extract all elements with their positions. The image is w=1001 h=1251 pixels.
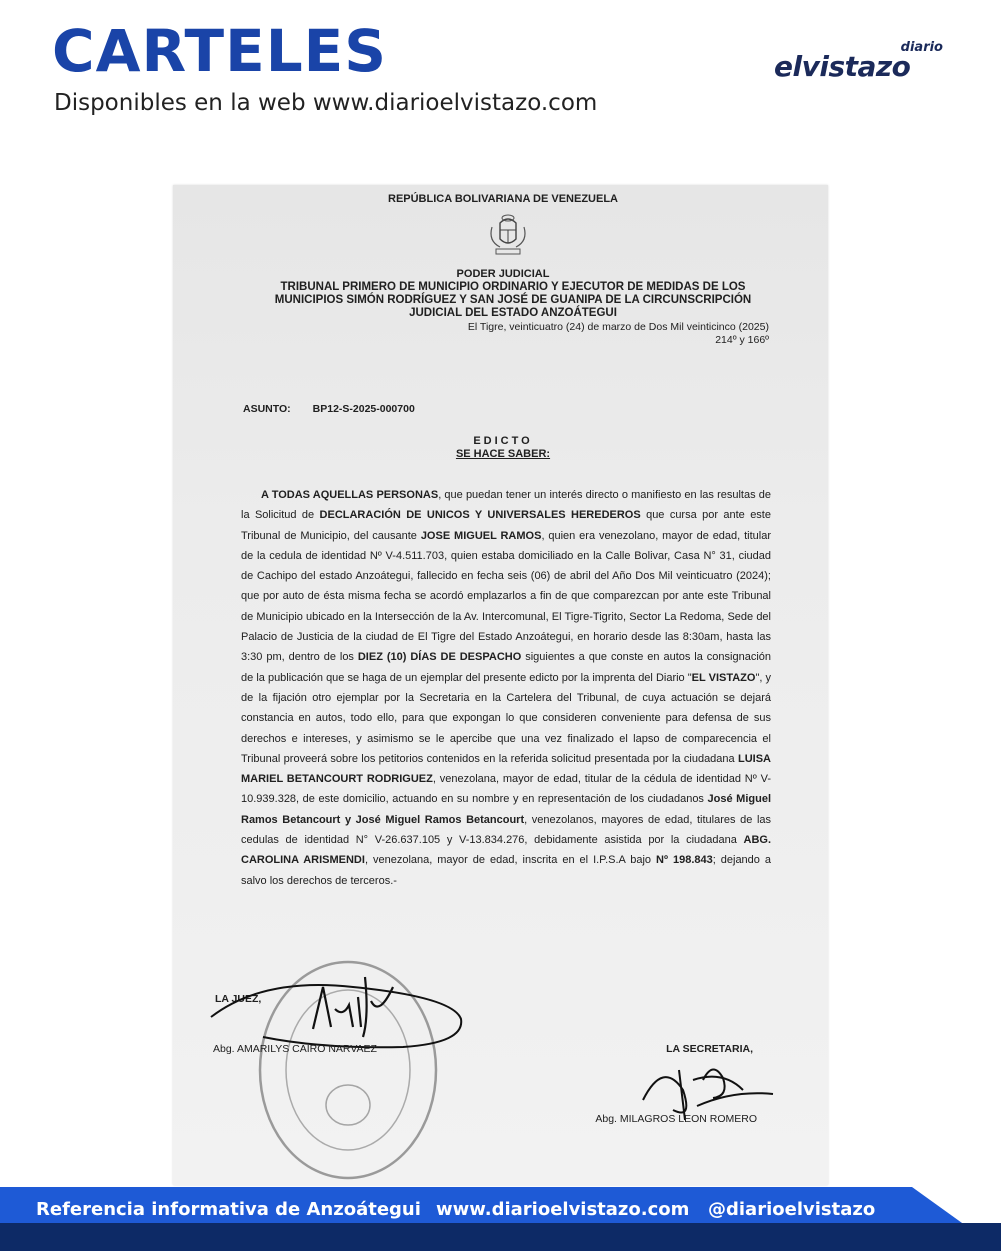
se-hace-saber: SE HACE SABER: (455, 448, 551, 460)
coat-of-arms-icon (478, 213, 538, 261)
secretaria-name: Abg. MILAGROS LEON ROMERO (595, 1113, 757, 1125)
body-text: que cursa por ante este Tribunal de Municipio, del causante (241, 509, 771, 542)
body-text: , venezolana, mayor de edad, titular de la cédula de identidad Nº V-10.939.328, de este domicilio, actuando en su nombre y en representación de los ciudadanos (241, 773, 771, 806)
body-text: , quien era venezolano, mayor de edad, titular de la cedula de identidad Nº V-4.511.703, quien estaba domiciliado en la Calle Bolivar, Casa N° 31, ciudad de Cachipo del estado Anzoátegui, fallecido en fecha seis (06) de abril del Año Dos Mil veinticuatro (2024); que por auto de ésta misma fecha se acordó emplazarlos a fin de que comparezcan por ante este Tribunal de Municipio ubicado en la Intersección de la Av. Intercomunal, El Tigre-Tigrito, Sector La Redoma, Sede del Palacio de Justicia de la ciudad de El Tigre del Estado Anzoátegui, en horario desde las 8:30am, hasta las 3:30 pm, dentro de los (241, 529, 771, 664)
date-text: El Tigre, veinticuatro (24) de marzo de Dos Mil veinticinco (2025) (467, 321, 769, 333)
body-bold: DIEZ (10) DÍAS DE DESPACHO (357, 651, 522, 664)
asunto-value: BP12-S-2025-000700 (312, 403, 415, 415)
footer-bar (0, 1187, 1001, 1251)
body-bold: EL VISTAZO (691, 671, 756, 684)
body-text: ", y de la fijación otro ejemplar por la Secretaria en la Cartelera del Tribunal, de cuya actuación se dejará constancia en autos, todo ello, para que expongan lo que consideren conveniente para defensa de sus derechos e intereses, y asimismo se le apercibe que una vez finalizado el lapso de comparecencia el Tribunal proveerá sobre los petitorios contenidos en la referida solicitud presentada por la ciudadana (241, 671, 772, 765)
edict-body (241, 485, 771, 891)
body-text: ; dejando a salvo los derechos de terceros.- (241, 854, 772, 887)
body-bold: ABG. CAROLINA ARISMENDI (241, 834, 771, 867)
scanned-document (173, 185, 828, 1185)
body-bold: DECLARACIÓN DE UNICOS Y UNIVERSALES HEREDEROS (319, 509, 641, 522)
republica-heading: REPÚBLICA BOLIVARIANA DE VENEZUELA (388, 193, 618, 205)
elvistazo-logo[interactable] (774, 40, 949, 85)
tribunal-line-2: MUNICIPIOS SIMÓN RODRÍGUEZ Y SAN JOSÉ DE GUANIPA DE LA CIRCUNSCRIPCIÓN (274, 294, 752, 306)
edicto-title: EDICTO (473, 435, 533, 447)
body-text: , que puedan tener un interés directo o manifiesto en las resultas de la Solicitud de (241, 489, 771, 522)
poder-judicial-heading: PODER JUDICIAL (456, 268, 550, 280)
dateline (468, 321, 769, 347)
footer-tagline: Referencia informativa de Anzoátegui (36, 1199, 421, 1220)
secretaria-label: LA SECRETARIA, (666, 1043, 753, 1055)
body-text: , venezolanos, mayores de edad, titulares de las cedulas de identidad N° V-26.637.105 y V-13.834.276, debidamente asistida por la ciudadana (241, 813, 772, 847)
body-bold: José Miguel Ramos Betancourt y José Miguel Ramos Betancourt (241, 793, 771, 826)
body-text: siguientes a que conste en autos la consignación de la publicación que se haga de un ejemplar del presente edicto por la imprenta del Diario " (241, 651, 771, 684)
body-bold: A TODAS AQUELLAS PERSONAS (261, 489, 439, 501)
signature-icon (203, 957, 483, 1057)
header-title: CARTELES (52, 17, 388, 85)
logo-diario-text: diario (900, 40, 943, 55)
footer-social-handle[interactable]: @diarioelvistazo (708, 1199, 876, 1220)
tribunal-line-1: TRIBUNAL PRIMERO DE MUNICIPIO ORDINARIO Y EJECUTOR DE MEDIDAS DE LOS (280, 281, 746, 293)
tribunal-heading (233, 281, 793, 320)
years-text: 214º y 166º (715, 334, 769, 346)
body-bold: LUISA MARIEL BETANCOURT RODRIGUEZ (241, 752, 771, 786)
asunto-line (243, 403, 415, 415)
logo-main-text: elvistazo (774, 50, 911, 83)
tribunal-line-3: JUDICIAL DEL ESTADO ANZOÁTEGUI (409, 307, 617, 319)
body-bold: JOSE MIGUEL RAMOS (420, 529, 542, 542)
asunto-label: ASUNTO: (243, 403, 291, 415)
juez-label: LA JUEZ, (215, 993, 262, 1005)
juez-name: Abg. AMARILYS CAIRO NARVAEZ (213, 1043, 377, 1055)
body-bold: Nº 198.843 (656, 854, 713, 867)
header-subtitle: Disponibles en la web www.diarioelvistazo.com (54, 90, 598, 116)
footer-website-link[interactable]: www.diarioelvistazo.com (436, 1199, 690, 1220)
body-text: , venezolana, mayor de edad, inscrita en el I.P.S.A bajo (364, 854, 657, 867)
